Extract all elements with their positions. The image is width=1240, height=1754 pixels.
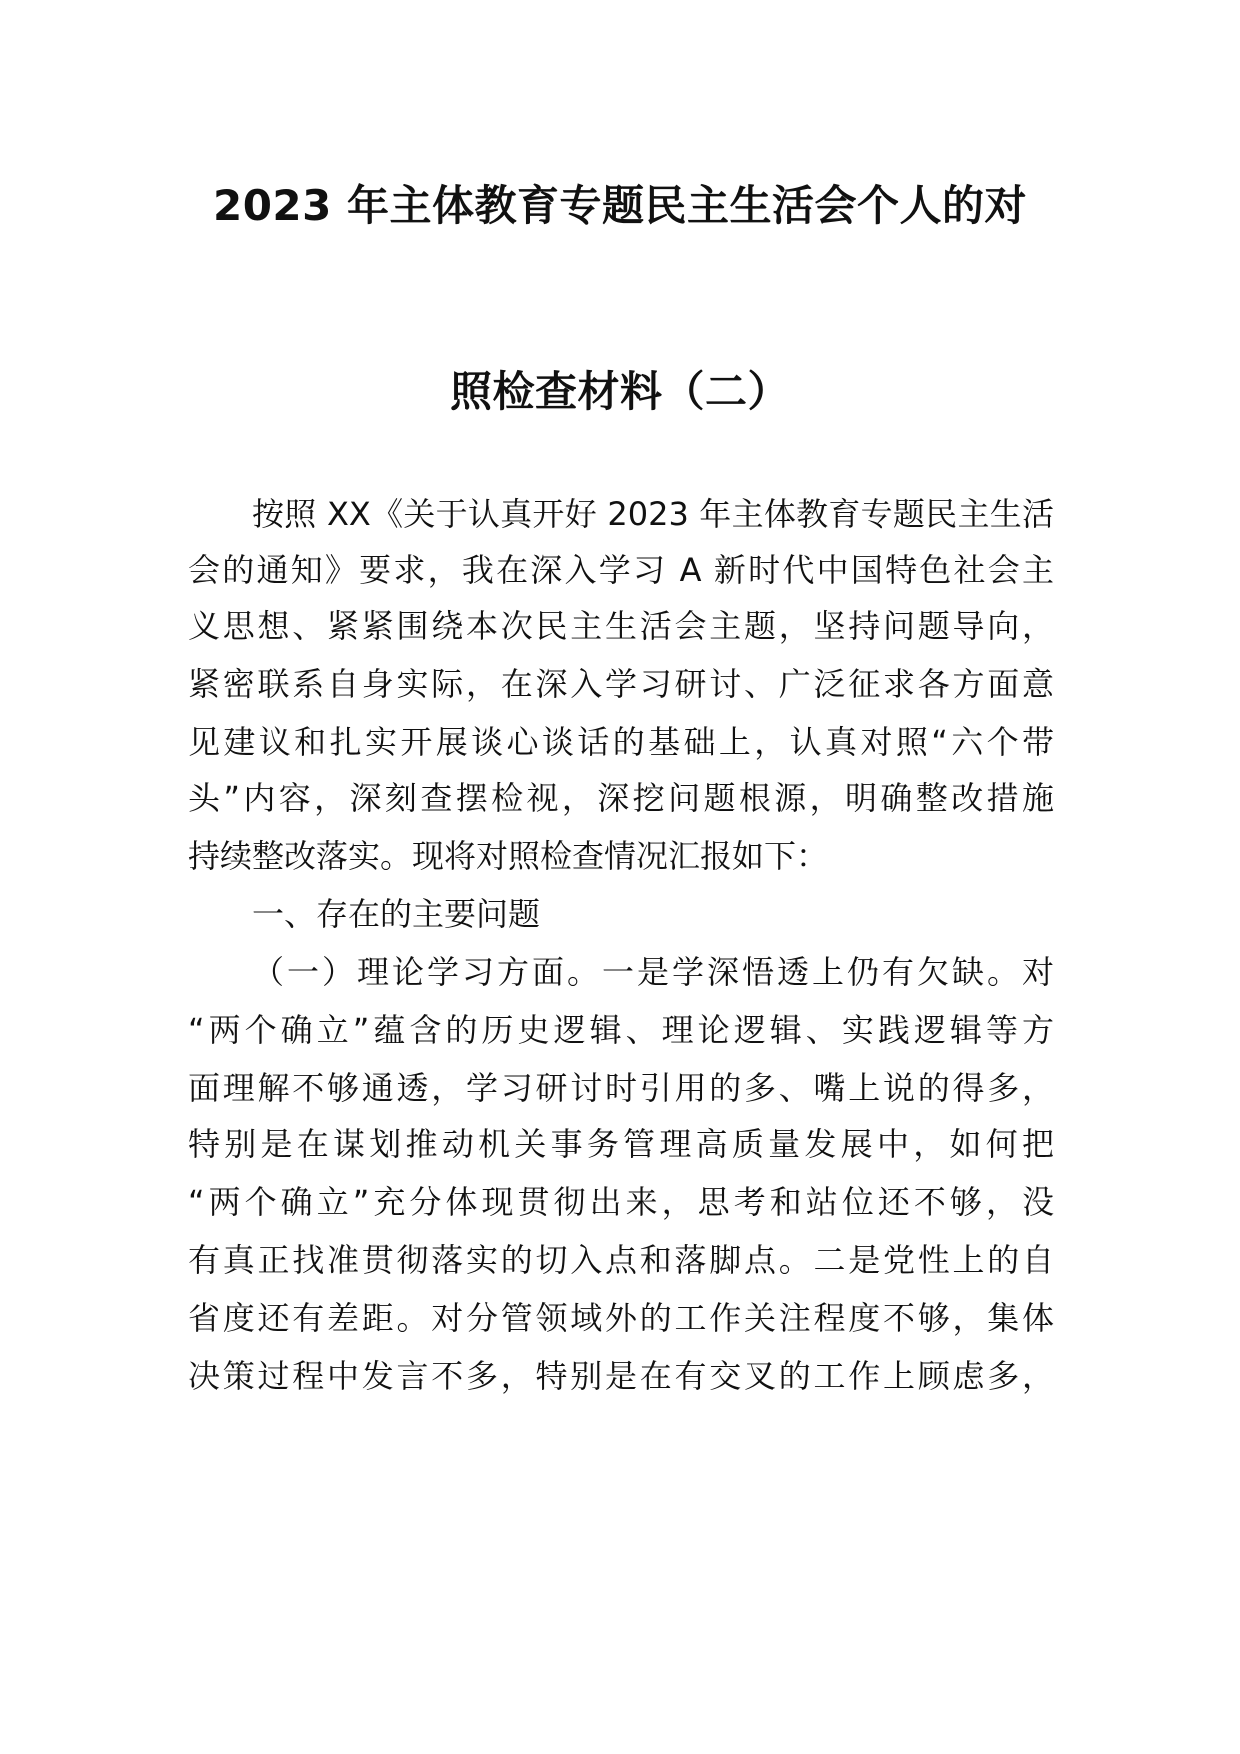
paragraph-1-line-3: 义思想、紧紧围绕本次民主生活会主题，坚持问题导向，: [188, 607, 1054, 645]
paragraph-2-line-8: 决策过程中发言不多，特别是在有交叉的工作上顾虑多，: [188, 1357, 1054, 1395]
paragraph-1-line-4: 紧密联系自身实际，在深入学习研讨、广泛征求各方面意: [188, 665, 1054, 703]
paragraph-2-line-5: “两个确立”充分体现贯彻出来，思考和站位还不够，没: [188, 1183, 1054, 1221]
paragraph-1-line-6: 头”内容，深刻查摆检视，深挖问题根源，明确整改措施: [188, 779, 1054, 817]
section-heading: 一、存在的主要问题: [252, 895, 541, 933]
paragraph-2-line-4: 特别是在谋划推动机关事务管理高质量发展中，如何把: [188, 1125, 1054, 1163]
document-title-line-1: 2023 年主体教育专题民主生活会个人的对: [212, 181, 1028, 230]
document-title-line-2: 照检查材料（二）: [449, 367, 790, 416]
paragraph-2-line-7: 省度还有差距。对分管领域外的工作关注程度不够，集体: [188, 1299, 1054, 1337]
paragraph-1-line-2: 会的通知》要求，我在深入学习 A 新时代中国特色社会主: [188, 551, 1054, 589]
paragraph-2-line-1: （一）理论学习方面。一是学深悟透上仍有欠缺。对: [252, 953, 1054, 991]
paragraph-1-line-5: 见建议和扎实开展谈心谈话的基础上，认真对照“六个带: [188, 723, 1054, 761]
paragraph-1-line-1: 按照 XX《关于认真开好 2023 年主体教育专题民主生活: [252, 495, 1054, 533]
paragraph-2-line-3: 面理解不够通透，学习研讨时引用的多、嘴上说的得多，: [188, 1069, 1054, 1107]
paragraph-2-line-2: “两个确立”蕴含的历史逻辑、理论逻辑、实践逻辑等方: [188, 1011, 1054, 1049]
paragraph-2-line-6: 有真正找准贯彻落实的切入点和落脚点。二是党性上的自: [188, 1241, 1054, 1279]
paragraph-1-line-7: 持续整改落实。现将对照检查情况汇报如下：: [188, 837, 829, 875]
